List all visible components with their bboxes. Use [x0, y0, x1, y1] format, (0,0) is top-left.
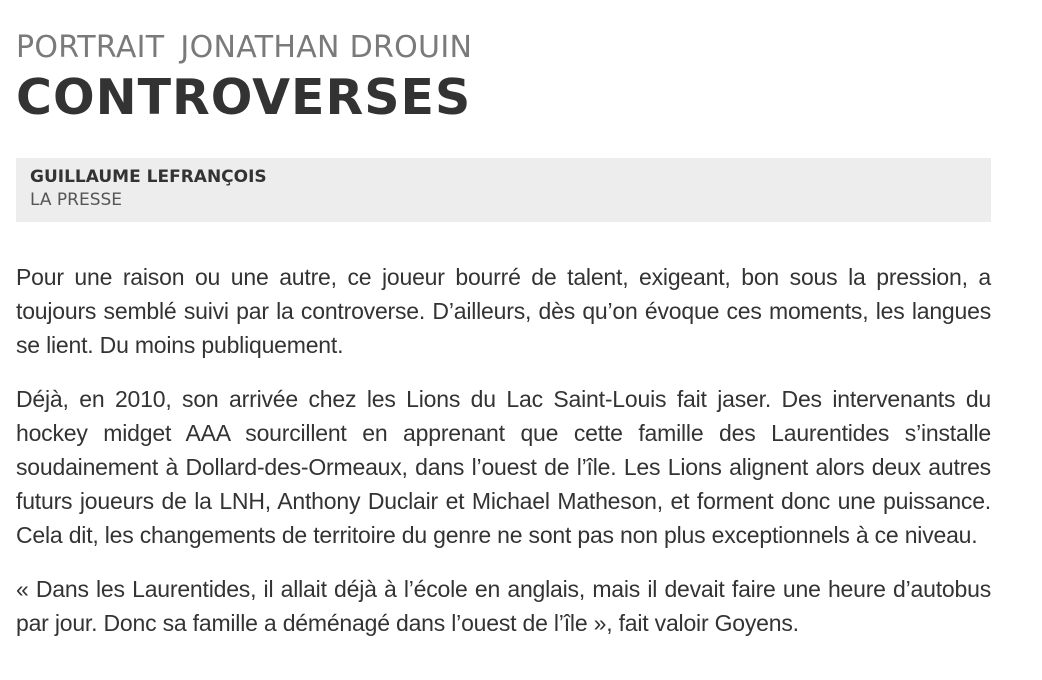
kicker-subject: JONATHAN DROUIN [180, 30, 473, 65]
paragraph: « Dans les Laurentides, il allait déjà à l’école en anglais, mais il devait faire une heure d’autobus par jour. Donc sa famille a déménagé dans l’ouest de l’île », fait valoir Goyens. [16, 576, 991, 636]
article [16, 0, 991, 660]
article-headline: CONTROVERSES [16, 69, 472, 126]
byline-source: LA PRESSE [30, 190, 123, 210]
byline-box [16, 158, 991, 222]
paragraph: Déjà, en 2010, son arrivée chez les Lions du Lac Saint-Louis fait jaser. Des intervenants du hockey midget AAA sourcillent en apprenant que cette famille des Laurentides s’installe soudainement à Dollard-des-Ormeaux, dans l’ouest de l’île. Les Lions alignent alors deux autres futurs joueurs de la LNH, Anthony Duclair et Michael Matheson, et forment donc une puissance. Cela dit, les changements de territoire du genre ne sont pas non plus exceptionnels à ce niveau. [16, 386, 991, 548]
byline-author: GUILLAUME LEFRANÇOIS [30, 167, 267, 187]
article-kicker [16, 0, 991, 66]
article-body [16, 260, 991, 640]
paragraph: Pour une raison ou une autre, ce joueur bourré de talent, exigeant, bon sous la pression, a toujours semblé suivi par la controverse. D’ailleurs, dès qu’on évoque ces moments, les langues se lient. Du moins publiquement. [16, 264, 991, 358]
kicker-section: PORTRAIT [16, 30, 165, 65]
